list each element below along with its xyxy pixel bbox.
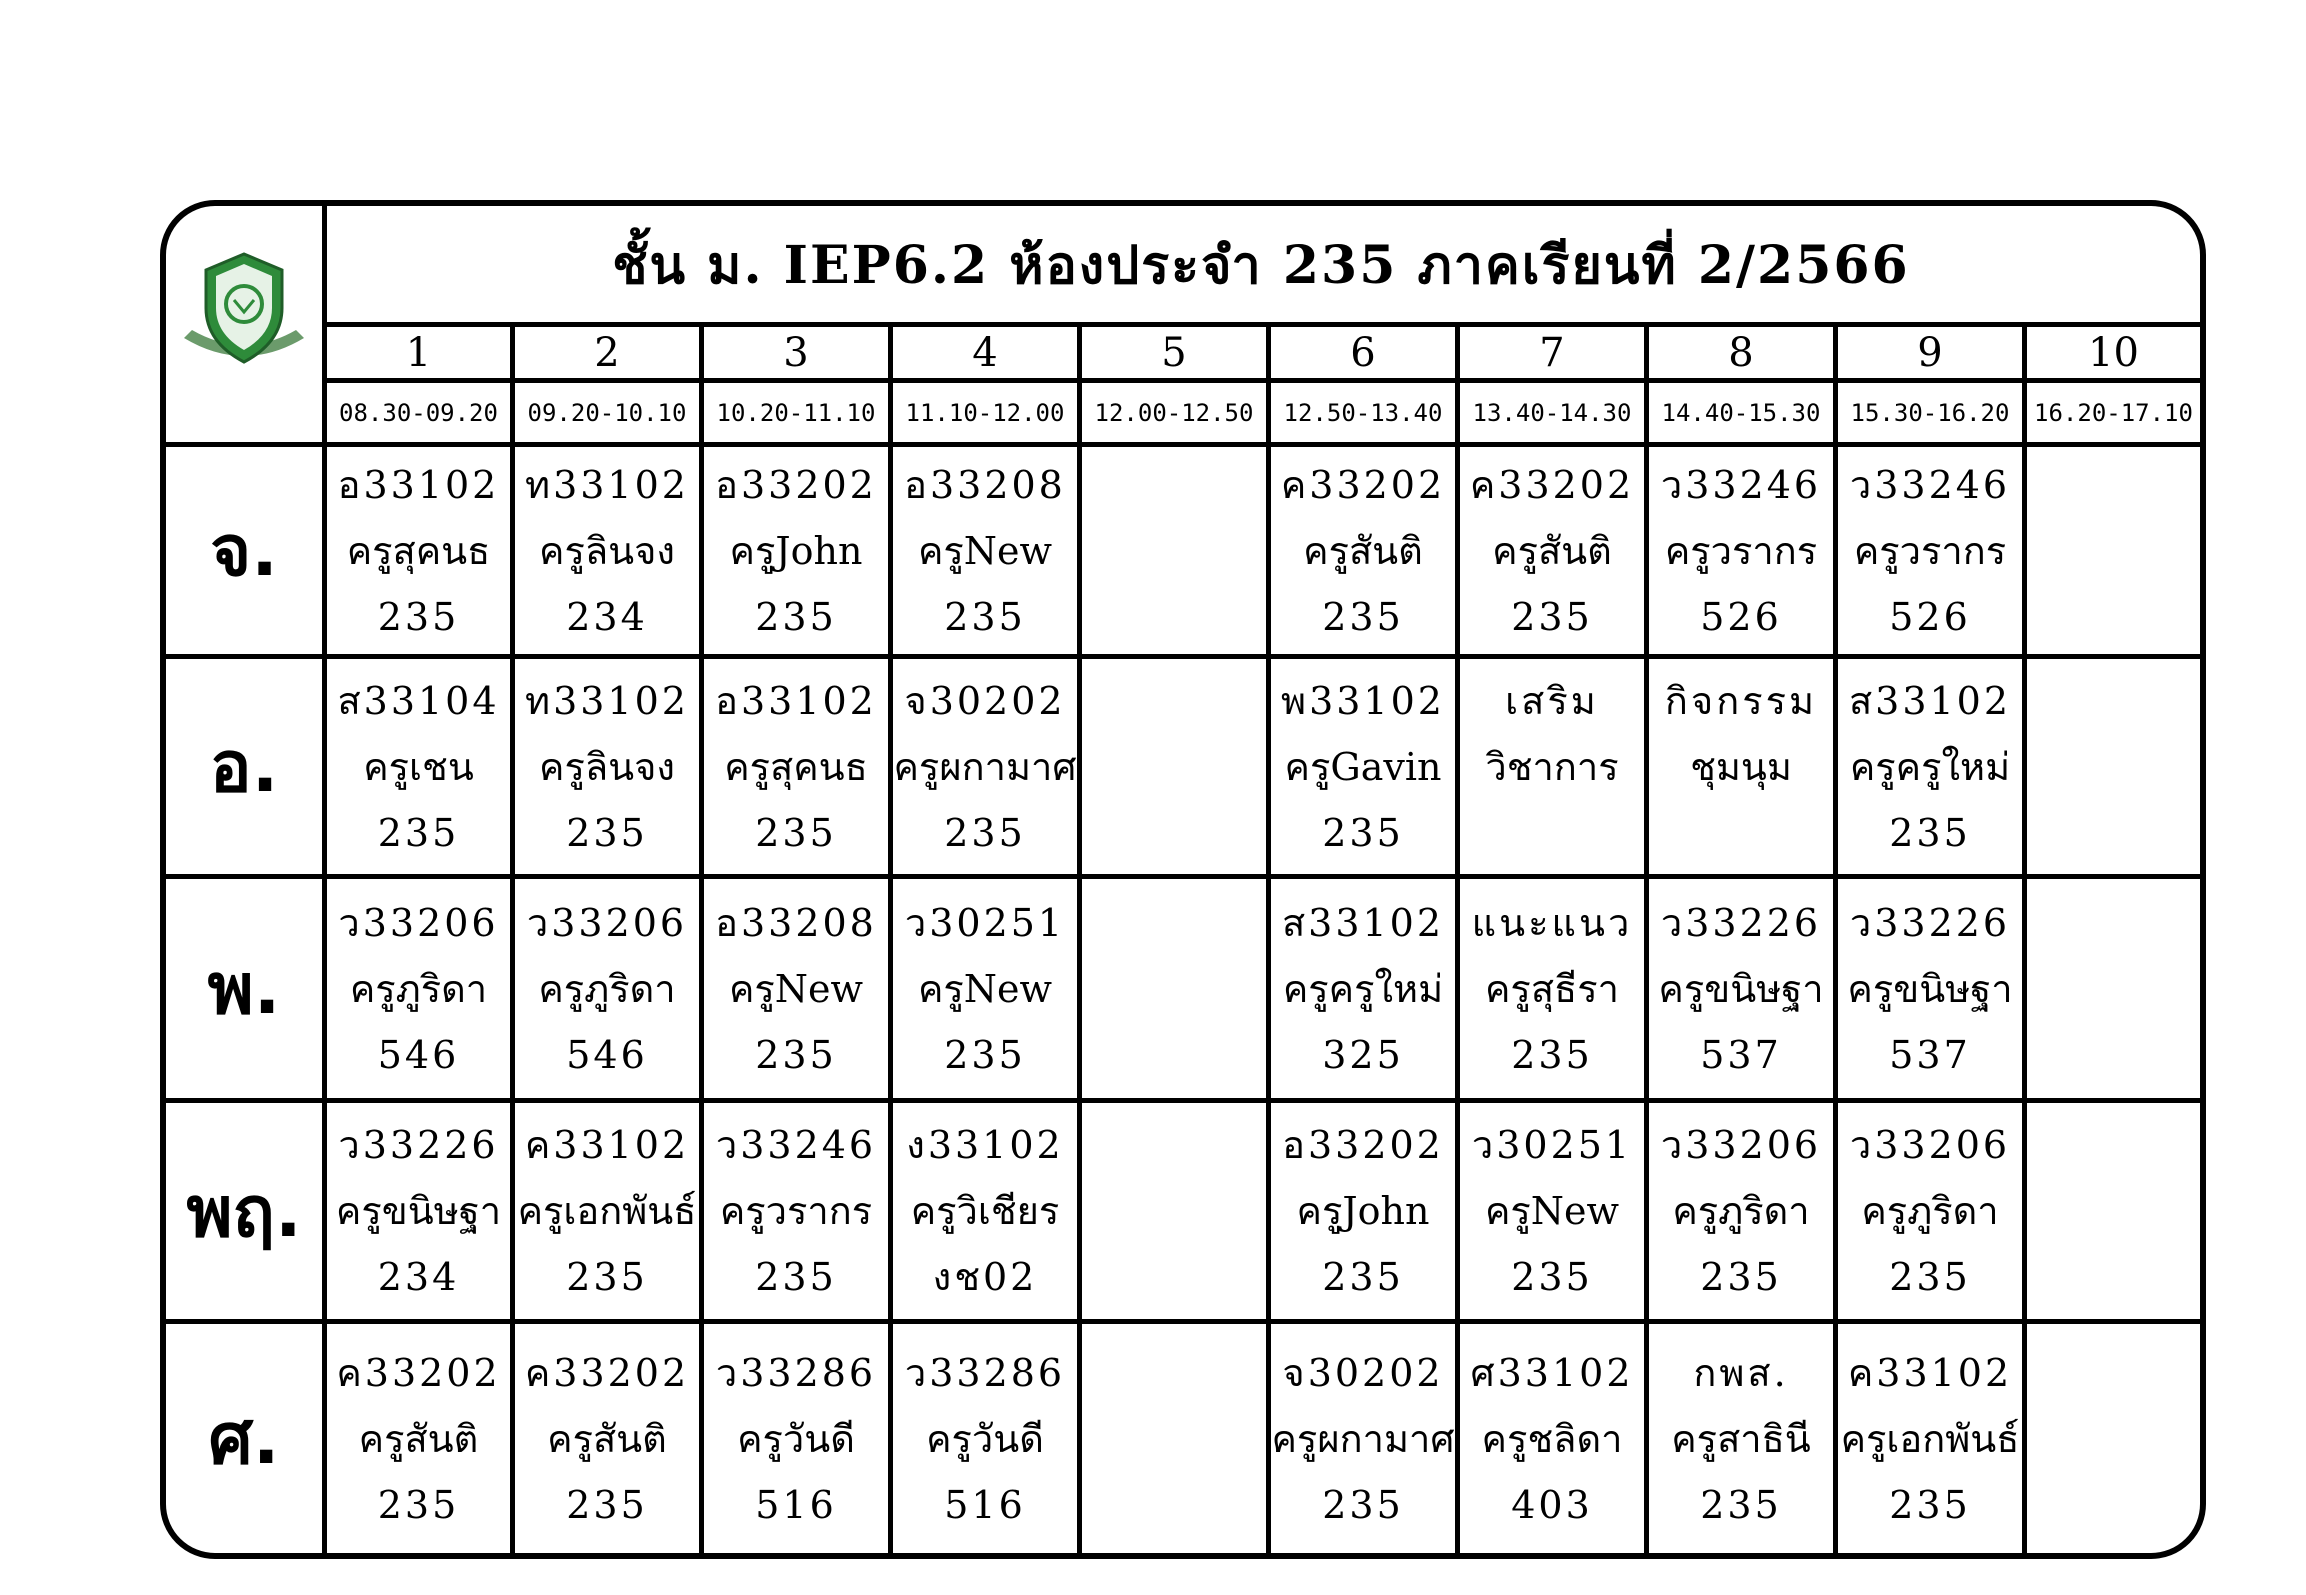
day-label: พฤ. [186, 1170, 302, 1253]
subject-code: อ33102 [715, 678, 877, 723]
teacher-name: ครูครูใหม่ [1282, 966, 1444, 1011]
room-number: 235 [1700, 1255, 1782, 1299]
teacher-name: ครูลินจง [539, 528, 675, 573]
grid-line [888, 322, 893, 1553]
room-number: 235 [944, 594, 1026, 639]
subject-code: ว33246 [1660, 462, 1822, 507]
period-number: 10 [2088, 329, 2139, 376]
subject-code: ค33102 [524, 1123, 690, 1167]
subject-code: ว33226 [1660, 900, 1822, 945]
room-number: 537 [1889, 1032, 1971, 1077]
room-number: 546 [566, 1032, 648, 1077]
day-label: อ. [209, 726, 279, 808]
period-time: 12.00-12.50 [1094, 398, 1254, 427]
class-slot [893, 879, 1077, 1098]
teacher-name: ครูNew [1484, 1189, 1620, 1233]
subject-code: ว33286 [715, 1350, 877, 1395]
class-slot [515, 659, 699, 874]
class-slot [1082, 879, 1266, 1098]
class-slot [1649, 447, 1833, 654]
room-number: 235 [1511, 1255, 1593, 1299]
class-slot [515, 1324, 699, 1553]
class-slot [704, 447, 888, 654]
teacher-name: ครูสันติ [1303, 528, 1423, 573]
teacher-name: ครูJohn [729, 528, 863, 573]
period-number: 1 [405, 329, 432, 376]
teacher-name: ครูNew [728, 966, 864, 1011]
class-slot [1460, 879, 1644, 1098]
room-number: 234 [566, 594, 648, 639]
grid-line [699, 322, 704, 1553]
subject-code: จ30202 [1282, 1350, 1444, 1395]
subject-code: ว33226 [1849, 900, 2011, 945]
grid-line [322, 378, 2200, 383]
subject-code: ว33246 [1849, 462, 2011, 507]
teacher-name: ครูภูริดา [349, 966, 488, 1011]
school-logo [180, 246, 308, 374]
subject-code: ว33226 [338, 1123, 499, 1167]
class-slot [1460, 659, 1644, 874]
grid-line [1833, 322, 1838, 1553]
teacher-name: ครูขนิษฐา [335, 1189, 502, 1233]
room-number: 234 [377, 1255, 460, 1299]
class-slot [893, 1103, 1077, 1319]
class-slot [1082, 447, 1266, 654]
class-slot [1271, 1324, 1455, 1553]
class-slot [1271, 1103, 1455, 1319]
room-number: 235 [755, 1255, 837, 1299]
room-number: 235 [755, 1032, 837, 1077]
teacher-name: ครูสุคนธ [724, 744, 868, 789]
class-slot [327, 1324, 510, 1553]
class-slot [1838, 659, 2022, 874]
room-number: 235 [1511, 1032, 1593, 1077]
room-number: 516 [944, 1482, 1026, 1527]
class-slot [2027, 879, 2200, 1098]
class-slot [704, 659, 888, 874]
period-number: 5 [1161, 329, 1187, 376]
teacher-name: ครูวรากร [1853, 528, 2007, 573]
grid-line [322, 322, 2200, 327]
grid-line [166, 1098, 2200, 1103]
teacher-name: ครูสันติ [547, 1416, 667, 1461]
teacher-name: ครูครูใหม่ [1849, 744, 2011, 789]
class-slot [1838, 447, 2022, 654]
subject-code: อ33208 [715, 900, 877, 945]
day-label: ศ. [208, 1398, 280, 1480]
room-number: 235 [1511, 594, 1593, 639]
room-number: 235 [1889, 1255, 1971, 1299]
period-number: 2 [594, 329, 620, 376]
room-number: 235 [377, 594, 460, 639]
teacher-name: ครูวันดี [926, 1416, 1044, 1461]
room-number: 235 [1322, 1482, 1404, 1527]
room-number: 235 [377, 1482, 460, 1527]
period-time: 12.50-13.40 [1283, 398, 1443, 427]
day-label: จ. [210, 510, 278, 592]
class-slot [1649, 879, 1833, 1098]
period-number: 4 [972, 329, 998, 376]
class-slot [1649, 659, 1833, 874]
subject-code: พ33102 [1281, 678, 1445, 723]
teacher-name: ครูวิเชียร [910, 1189, 1060, 1233]
period-time: 09.20-10.10 [527, 398, 687, 427]
teacher-name: ครูลินจง [539, 744, 675, 789]
teacher-name: ครูผกามาศ [1271, 1416, 1455, 1461]
period-time: 08.30-09.20 [339, 398, 498, 427]
room-number: 235 [944, 1032, 1026, 1077]
room-number: 235 [566, 1482, 648, 1527]
period-time: 16.20-17.10 [2034, 398, 2193, 427]
teacher-name: ครูเอกพันธ์ [1840, 1416, 2020, 1461]
period-time: 11.10-12.00 [905, 398, 1065, 427]
room-number: 235 [377, 810, 460, 855]
grid-line [1644, 322, 1649, 1553]
room-number: 235 [755, 594, 837, 639]
room-number: 235 [1889, 1482, 1971, 1527]
subject-code: อ33102 [337, 462, 500, 507]
period-number: 6 [1350, 329, 1376, 376]
subject-code: ท33102 [525, 462, 689, 507]
subject-code: ง33102 [906, 1123, 1064, 1167]
teacher-name: ครูภูริดา [1861, 1189, 1999, 1233]
subject-code: ว33206 [1849, 1123, 2011, 1167]
subject-code: ว33286 [904, 1350, 1066, 1395]
subject-code: ว33206 [1660, 1123, 1822, 1167]
class-slot [893, 1324, 1077, 1553]
teacher-name: ครูNew [917, 528, 1053, 573]
subject-code: ว30251 [904, 900, 1066, 945]
subject-code: ค33202 [1469, 462, 1635, 507]
room-number: 235 [1322, 594, 1404, 639]
room-number: 235 [566, 1255, 648, 1299]
class-slot [1460, 1103, 1644, 1319]
subject-code: ศ33102 [1470, 1350, 1634, 1395]
class-slot [327, 659, 510, 874]
class-slot [1649, 1324, 1833, 1553]
teacher-name: ชุมนุม [1690, 744, 1792, 789]
class-slot [515, 1103, 699, 1319]
room-number: 526 [1700, 594, 1782, 639]
grid-line [1077, 322, 1082, 1553]
subject-code: ส33102 [1281, 900, 1445, 945]
teacher-name: ครูขนิษฐา [1847, 966, 2013, 1011]
subject-code: ค33202 [336, 1350, 501, 1395]
period-time: 10.20-11.10 [716, 398, 876, 427]
room-number: 235 [566, 810, 648, 855]
class-slot [1271, 659, 1455, 874]
teacher-name: ครูวันดี [737, 1416, 855, 1461]
class-slot [1838, 1103, 2022, 1319]
subject-code: เสริม [1505, 678, 1599, 723]
grid-line [166, 874, 2200, 879]
class-slot [1460, 1324, 1644, 1553]
teacher-name: ครูขนิษฐา [1658, 966, 1824, 1011]
subject-code: ส33104 [337, 678, 500, 723]
teacher-name: ครูวรากร [1664, 528, 1818, 573]
grid-line [322, 206, 327, 1553]
grid-line [166, 654, 2200, 659]
class-slot [1082, 1103, 1266, 1319]
room-number: 235 [944, 810, 1026, 855]
class-slot [2027, 1103, 2200, 1319]
period-time: 13.40-14.30 [1472, 398, 1632, 427]
room-number: 325 [1322, 1032, 1404, 1077]
class-slot [515, 879, 699, 1098]
class-slot [704, 879, 888, 1098]
subject-code: ส33102 [1848, 678, 2012, 723]
teacher-name: ครูวรากร [719, 1189, 873, 1233]
class-slot [2027, 447, 2200, 654]
class-slot [1838, 1324, 2022, 1553]
teacher-name: ครูสาธินี [1671, 1416, 1811, 1461]
room-number: งช02 [932, 1255, 1038, 1299]
class-slot [327, 447, 510, 654]
teacher-name: ครูภูริดา [538, 966, 676, 1011]
class-slot [1271, 447, 1455, 654]
subject-code: อ33202 [715, 462, 877, 507]
subject-code: ว30251 [1471, 1123, 1633, 1167]
class-slot [327, 1103, 510, 1319]
grid-line [166, 442, 2200, 447]
class-slot [2027, 659, 2200, 874]
room-number: 546 [377, 1032, 460, 1077]
teacher-name: ครูเชน [363, 744, 474, 789]
room-number: 537 [1700, 1032, 1782, 1077]
subject-code: อ33208 [904, 462, 1066, 507]
subject-code: ว33206 [526, 900, 688, 945]
room-number: 235 [755, 810, 837, 855]
grid-line [166, 1319, 2200, 1324]
teacher-name: วิชาการ [1485, 744, 1619, 789]
class-slot [515, 447, 699, 654]
class-slot [1649, 1103, 1833, 1319]
class-slot [1838, 879, 2022, 1098]
class-slot [1082, 659, 1266, 874]
teacher-name: ครูNew [917, 966, 1053, 1011]
subject-code: ท33102 [525, 678, 689, 723]
teacher-name: ครูGavin [1284, 744, 1442, 789]
class-slot [327, 879, 510, 1098]
page-title: ชั้น ม. IEP6.2 ห้องประจำ 235 ภาคเรียนที่ 2/2566 [612, 234, 1910, 296]
subject-code: อ33202 [1282, 1123, 1444, 1167]
subject-code: ว33246 [715, 1123, 877, 1167]
class-slot [704, 1103, 888, 1319]
subject-code: จ30202 [904, 678, 1066, 723]
class-slot [2027, 1324, 2200, 1553]
room-number: 235 [1322, 810, 1404, 855]
class-slot [1082, 1324, 1266, 1553]
class-slot [1271, 879, 1455, 1098]
subject-code: กิจกรรม [1664, 678, 1818, 723]
grid-line [510, 322, 515, 1553]
subject-code: ค33202 [524, 1350, 690, 1395]
subject-code: กพส. [1693, 1350, 1789, 1395]
class-slot [704, 1324, 888, 1553]
subject-code: ค33202 [1280, 462, 1446, 507]
class-slot [1460, 447, 1644, 654]
teacher-name: ครูผกามาศ [893, 744, 1077, 789]
teacher-name: ครูชลิดา [1481, 1416, 1623, 1461]
teacher-name: ครูJohn [1296, 1189, 1430, 1233]
room-number: 235 [1322, 1255, 1404, 1299]
grid-line [2022, 322, 2027, 1553]
room-number: 235 [1700, 1482, 1782, 1527]
subject-code: แนะแนว [1471, 900, 1633, 945]
class-slot [893, 447, 1077, 654]
day-label: พ. [207, 948, 281, 1030]
subject-code: ค33102 [1847, 1350, 2013, 1395]
grid-line [1266, 322, 1271, 1553]
period-number: 9 [1917, 329, 1943, 376]
period-number: 8 [1728, 329, 1754, 376]
teacher-name: ครูภูริดา [1672, 1189, 1810, 1233]
teacher-name: ครูเอกพันธ์ [517, 1189, 697, 1233]
teacher-name: ครูสันติ [1492, 528, 1612, 573]
teacher-name: ครูสุธีรา [1485, 966, 1619, 1011]
teacher-name: ครูสุคนธ [346, 528, 491, 573]
class-slot [893, 659, 1077, 874]
room-number: 403 [1511, 1482, 1593, 1527]
room-number: 516 [755, 1482, 837, 1527]
timetable [160, 200, 2206, 1559]
period-time: 14.40-15.30 [1661, 398, 1821, 427]
grid-line [1455, 322, 1460, 1553]
room-number: 526 [1889, 594, 1971, 639]
teacher-name: ครูสันติ [358, 1416, 479, 1461]
period-number: 7 [1539, 329, 1565, 376]
subject-code: ว33206 [338, 900, 499, 945]
period-number: 3 [783, 329, 809, 376]
period-time: 15.30-16.20 [1850, 398, 2010, 427]
room-number: 235 [1889, 810, 1971, 855]
